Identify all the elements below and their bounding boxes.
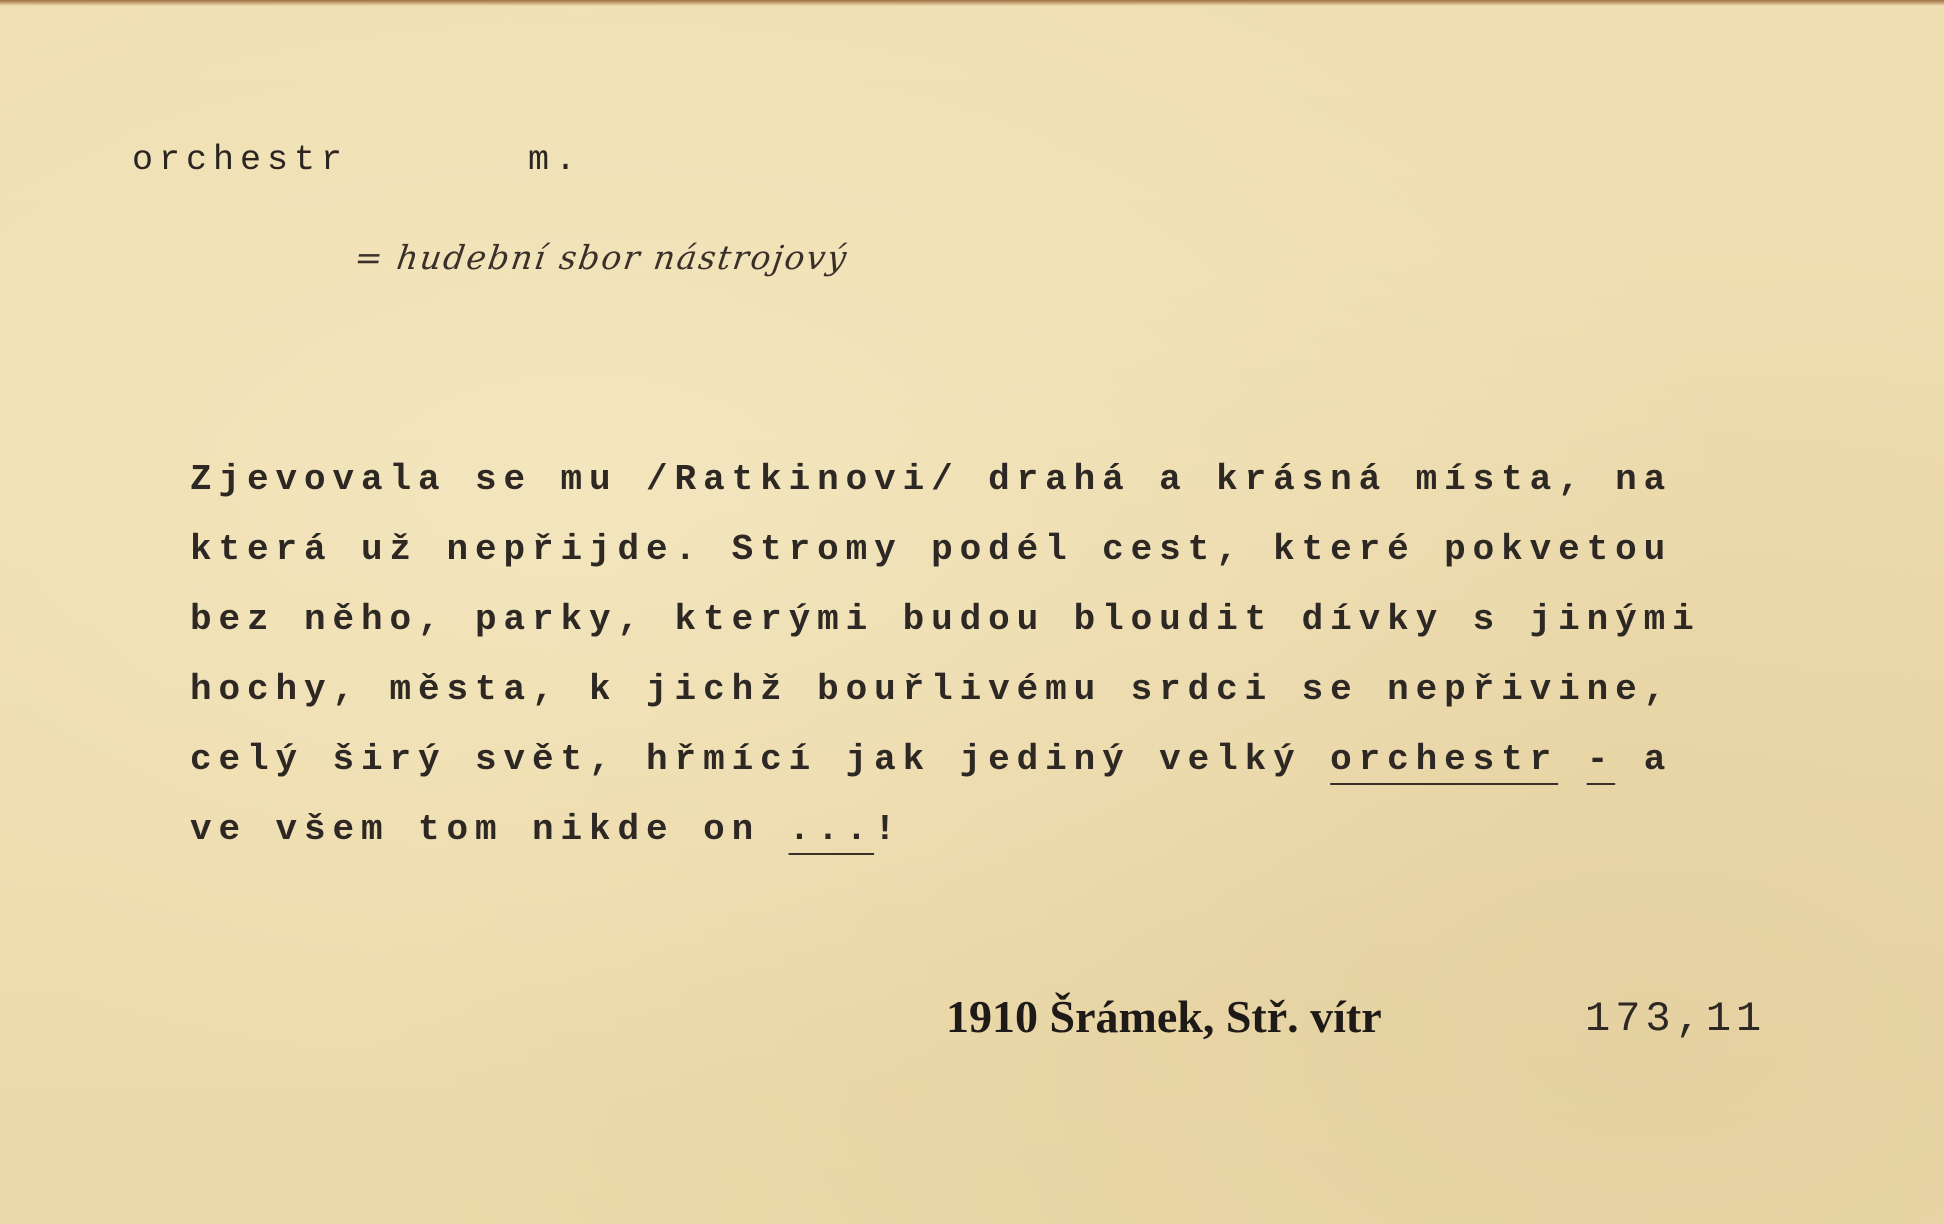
quote-text: ve všem tom nikde on [190, 809, 789, 850]
quote-line [190, 725, 1830, 795]
citation-quote [190, 445, 1830, 865]
quote-line: Zjevovala se mu /Ratkinovi/ drahá a krásná místa, na [190, 459, 1673, 500]
quote-text: ! [874, 809, 903, 850]
grammatical-gender: m. [528, 140, 583, 180]
handwritten-definition: = hudební sbor nástrojový [352, 238, 851, 277]
headword: orchestr [132, 140, 349, 180]
underlined-ellipsis: ... [788, 809, 875, 850]
quote-line: bez něho, parky, kterými budou bloudit dívky s jinými [190, 599, 1701, 640]
source-citation: 1910 Šrámek, Stř. vítr [946, 991, 1382, 1042]
quote-line [190, 795, 1830, 865]
quote-text: a [1615, 739, 1673, 780]
card-edge [0, 0, 1944, 6]
page-reference: 173,11 [1585, 995, 1767, 1043]
underlined-headword: orchestr [1330, 739, 1559, 780]
quote-line: která už nepřijde. Stromy podél cest, které pokvetou [190, 529, 1673, 570]
quote-line: hochy, města, k jichž bouřlivému srdci se nepřivine, [190, 669, 1673, 710]
quote-text: celý širý svět, hřmící jak jediný velký [190, 739, 1331, 780]
underlined-dash: - [1586, 739, 1616, 780]
quote-text [1558, 739, 1587, 780]
